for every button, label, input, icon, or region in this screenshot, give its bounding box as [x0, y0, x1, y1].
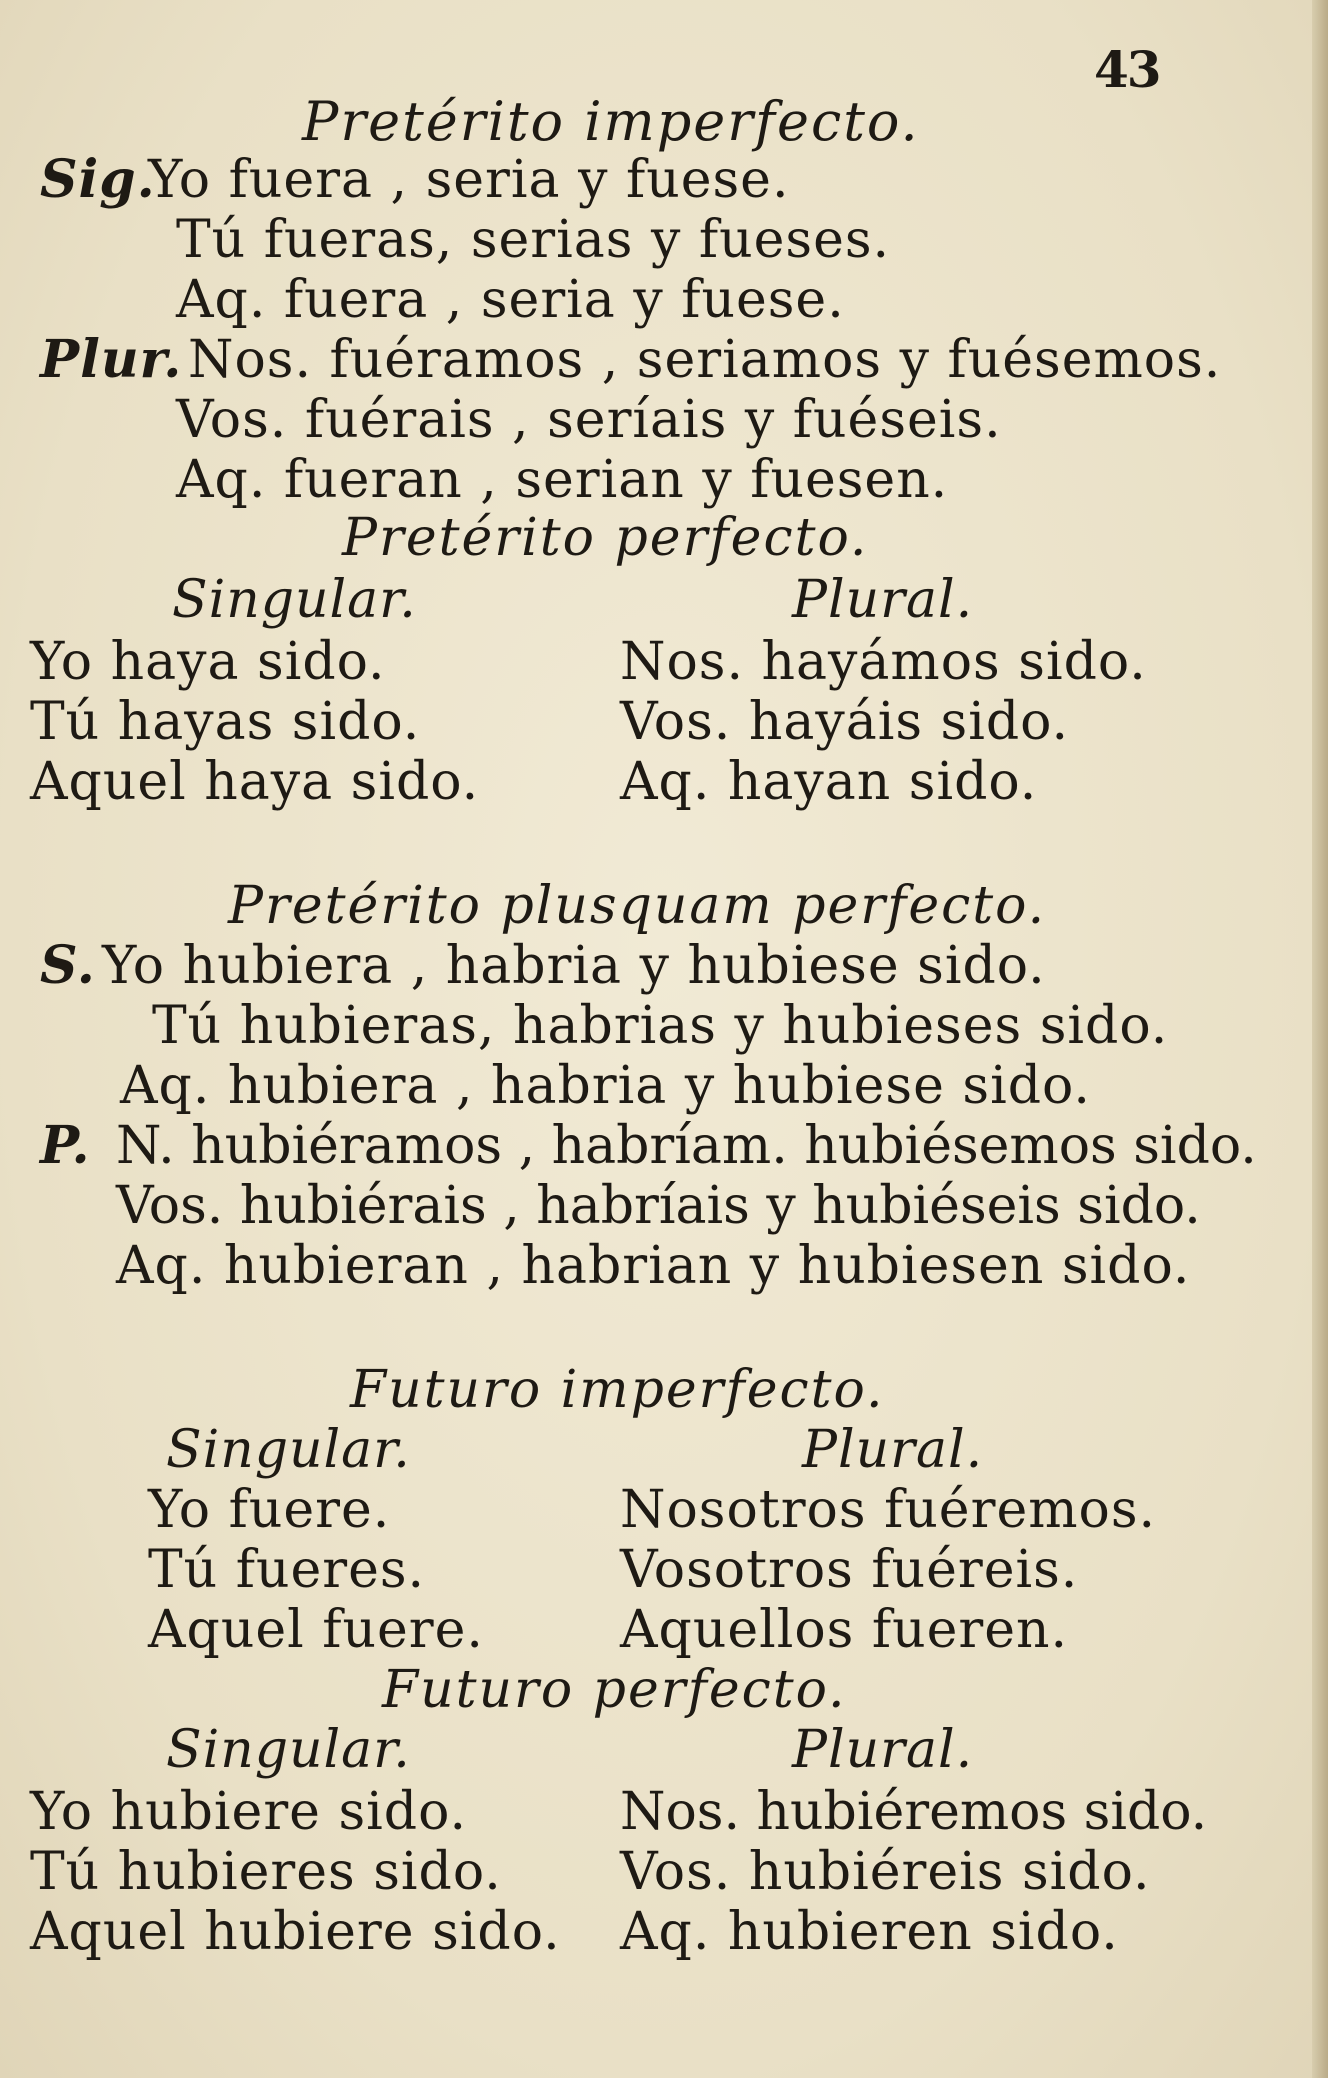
line-right-1: Nosotros fuéremos. — [620, 1480, 1157, 1540]
page-edge — [1312, 0, 1328, 2078]
heading-futuro-perfecto: Futuro perfecto. — [382, 1660, 847, 1720]
line-plur-2: Vos. fuérais , seríais y fuéseis. — [176, 390, 1002, 450]
line-right-2: Vos. hubiéreis sido. — [620, 1842, 1151, 1902]
line-sing-1: Yo hubiera , habria y hubiese sido. — [102, 936, 1046, 996]
line-left-2: Tú hubieres sido. — [30, 1842, 502, 1902]
label-singular: Singular. — [172, 570, 417, 630]
heading-preterito-imperfecto: Pretérito imperfecto. — [302, 90, 920, 153]
line-left-3: Aquel fuere. — [148, 1600, 484, 1660]
line-right-3: Aquellos fueren. — [620, 1600, 1069, 1660]
line-left-1: Yo hubiere sido. — [30, 1782, 468, 1842]
line-sing-3: Aq. fuera , seria y fuese. — [176, 270, 845, 330]
label-singular: Singular. — [166, 1720, 411, 1780]
line-plur-2: Vos. hubiérais , habríais y hubiéseis sido. — [116, 1176, 1201, 1236]
label-plural: Plural. — [802, 1420, 984, 1480]
line-right-1: Nos. hubiéremos sido. — [620, 1782, 1208, 1842]
heading-preterito-perfecto: Pretérito perfecto. — [342, 508, 869, 568]
line-right-2: Vosotros fuéreis. — [620, 1540, 1079, 1600]
line-plur-3: Aq. fueran , serian y fuesen. — [176, 450, 949, 510]
line-left-3: Aquel haya sido. — [30, 752, 480, 812]
label-sig: Sig. — [40, 149, 156, 210]
label-plural: Plural. — [792, 570, 974, 630]
line-right-1: Nos. hayámos sido. — [620, 632, 1147, 692]
line-left-1: Yo haya sido. — [30, 632, 386, 692]
line-right-2: Vos. hayáis sido. — [620, 692, 1070, 752]
label-s: S. — [40, 935, 96, 996]
line-left-3: Aquel hubiere sido. — [30, 1902, 561, 1962]
line-sing-2: Tú hubieras, habrias y hubieses sido. — [152, 996, 1169, 1056]
line-plur-1: Nos. fuéramos , seriamos y fuésemos. — [188, 330, 1222, 390]
line-right-3: Aq. hubieren sido. — [620, 1902, 1119, 1962]
line-plur-3: Aq. hubieran , habrian y hubiesen sido. — [116, 1236, 1191, 1296]
line-sing-3: Aq. hubiera , habria y hubiese sido. — [120, 1056, 1091, 1116]
line-left-2: Tú hayas sido. — [30, 692, 421, 752]
line-right-3: Aq. hayan sido. — [620, 752, 1038, 812]
label-plur: Plur. — [40, 329, 183, 390]
label-p: P. — [40, 1115, 91, 1176]
label-singular: Singular. — [166, 1420, 411, 1480]
line-left-2: Tú fueres. — [148, 1540, 426, 1600]
heading-futuro-imperfecto: Futuro imperfecto. — [350, 1360, 885, 1420]
line-plur-1: N. hubiéramos , habríam. hubiésemos sido. — [116, 1116, 1257, 1176]
line-left-1: Yo fuere. — [148, 1480, 391, 1540]
label-plural: Plural. — [792, 1720, 974, 1780]
page-number: 43 — [1094, 40, 1160, 99]
line-sing-1: Yo fuera , seria y fuese. — [148, 150, 790, 210]
line-sing-2: Tú fueras, serias y fueses. — [176, 210, 891, 270]
heading-plusquam-perfecto: Pretérito plusquam perfecto. — [228, 876, 1047, 936]
